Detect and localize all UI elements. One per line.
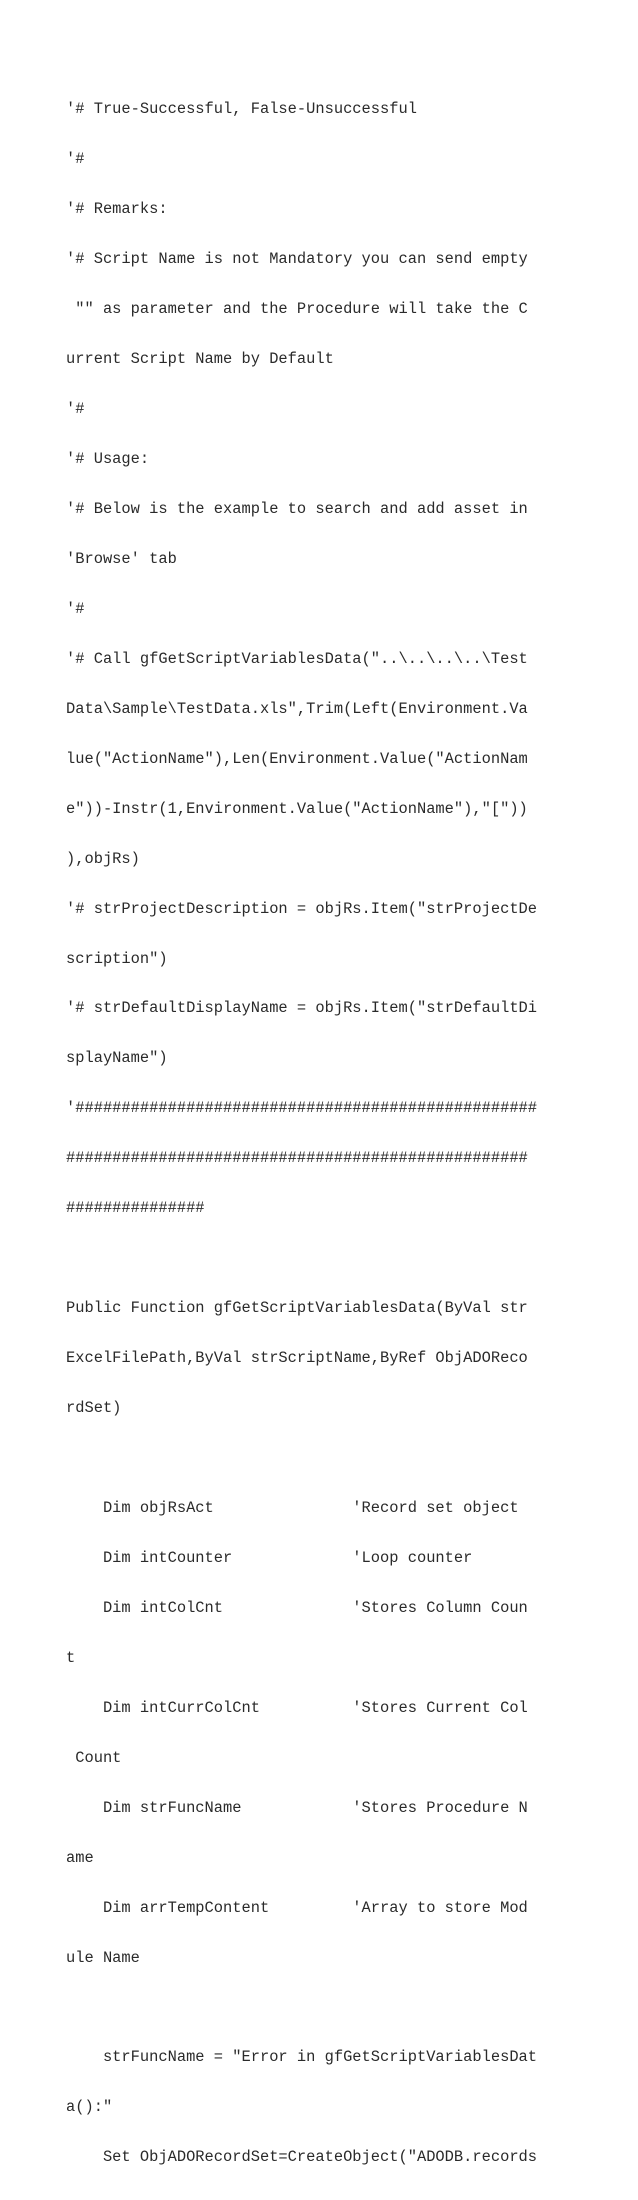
code-line: Public Function gfGetScriptVariablesData(ByVal str (66, 1299, 528, 1318)
code-line: rdSet) (66, 1399, 122, 1418)
code-line: "" as parameter and the Procedure will take the C (66, 300, 528, 319)
code-line: '# Call gfGetScriptVariablesData("..\..\..\..\Test (66, 649, 528, 668)
code-line: '# (66, 599, 85, 618)
code-line: ),objRs) (66, 849, 140, 868)
code-line: '# strDefaultDisplayName = objRs.Item("strDefaultDi (66, 999, 538, 1018)
code-line: Count (66, 1748, 122, 1767)
code-listing (66, 68, 537, 2199)
code-line: '# (66, 150, 85, 169)
code-line: splayName") (66, 1049, 168, 1068)
code-line: a():" (66, 2098, 113, 2117)
code-line: lue("ActionName"),Len(Environment.Value("ActionNam (66, 749, 528, 768)
code-line: ame (66, 1848, 94, 1867)
code-line: '# Script Name is not Mandatory you can send empty (66, 250, 528, 269)
code-line: Dim intCurrColCnt 'Stores Current Col (66, 1698, 528, 1717)
code-line: '# (66, 400, 85, 419)
code-line (66, 1450, 537, 1467)
code-line: ############### (66, 1199, 205, 1218)
code-line: '################################################## (66, 1099, 538, 1118)
code-line: '# Below is the example to search and add asset in (66, 499, 528, 518)
code-line: ExcelFilePath,ByVal strScriptName,ByRef ObjADOReco (66, 1349, 528, 1368)
code-line: '# strProjectDescription = objRs.Item("strProjectDe (66, 899, 538, 918)
code-line: ################################################## (66, 1149, 528, 1168)
code-line (66, 1250, 537, 1267)
code-line: ule Name (66, 1948, 140, 1967)
code-line: Dim objRsAct 'Record set object (66, 1499, 519, 1517)
code-line: '# Remarks: (66, 200, 168, 219)
code-line: strFuncName = "Error in gfGetScriptVariablesDat (66, 2048, 538, 2067)
code-line: Set ObjADORecordSet=CreateObject("ADODB.records (66, 2148, 538, 2167)
code-line: e"))-Instr(1,Environment.Value("ActionName"),"[")) (66, 799, 528, 818)
code-line: Data\Sample\TestData.xls",Trim(Left(Environment.Va (66, 699, 528, 718)
code-line: t (66, 1648, 76, 1667)
code-line: 'Browse' tab (66, 549, 177, 568)
code-line: urrent Script Name by Default (66, 350, 334, 369)
code-line: '# Usage: (66, 449, 150, 468)
code-line: '# True-Successful, False-Unsuccessful (66, 100, 417, 119)
code-line: Dim intCounter 'Loop counter (66, 1548, 473, 1567)
code-line: Dim intColCnt 'Stores Column Coun (66, 1598, 528, 1617)
code-line: Dim arrTempContent 'Array to store Mod (66, 1898, 528, 1917)
code-line (66, 2000, 537, 2017)
code-line: Dim strFuncName 'Stores Procedure N (66, 1798, 528, 1817)
code-line: scription") (66, 949, 168, 968)
